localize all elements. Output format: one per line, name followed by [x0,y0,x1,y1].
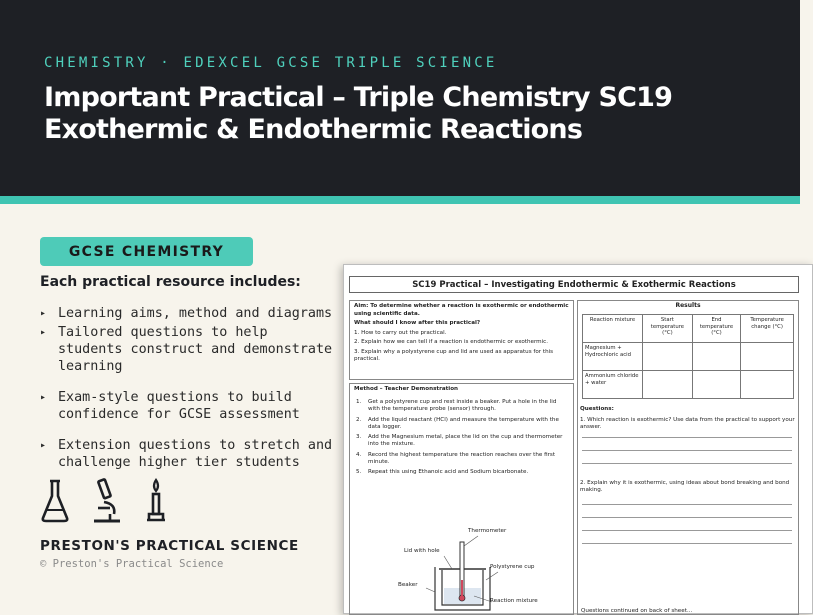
table-cell [741,371,794,399]
questions-heading: Questions: [580,406,614,412]
question-2: 2. Explain why it is exothermic, using ideas about bond breaking and bond making. [580,480,790,493]
includes-heading: Each practical resource includes: [40,274,301,290]
answer-line [582,504,792,505]
answer-line [582,543,792,544]
answer-line [582,437,792,438]
method-step: 3. Add the Magnesium metal, place the lid on the cup and thermometer into the mixture. [356,434,563,447]
column-header: Start temperature (°C) [643,315,693,343]
answer-line [582,530,792,531]
results-box [577,300,799,615]
row-label: Ammonium chloride + water [583,371,643,399]
subject-kicker: CHEMISTRY · EDEXCEL GCSE TRIPLE SCIENCE [44,55,498,71]
subject-badge: GCSE CHEMISTRY [40,237,253,266]
results-heading: Results [675,302,701,309]
label-mixture: Reaction mixture [490,598,538,604]
aim-text: Aim: To determine whether a reaction is exothermic or endothermic using scientific data. [354,303,569,317]
know-item: 3. Explain why a polystyrene cup and lid are used as apparatus for this practical. [354,348,554,362]
table-row [583,371,794,399]
title-line-2: Exothermic & Endothermic Reactions [44,114,583,145]
table-cell [692,343,740,371]
conical-flask-icon [40,478,70,524]
question-1: 1. Which reaction is exothermic? Use data from the practical to support your answer. [580,417,795,430]
worksheet-title: SC19 Practical – Investigating Endothermic & Exothermic Reactions [349,276,799,293]
label-cup: Polystyrene cup [490,564,535,570]
answer-line [582,517,792,518]
table-cell [643,371,693,399]
method-step: 5. Repeat this using Ethanoic acid and Sodium bicarbonate. [356,469,529,475]
method-box [349,383,574,615]
copyright: © Preston's Practical Science [40,558,224,570]
column-header: Temperature change (°C) [741,315,794,343]
answer-line [582,450,792,451]
results-table [582,314,794,399]
answer-line [582,463,792,464]
continued-note: Questions continued on back of sheet… [581,608,693,614]
column-header: Reaction mixture [583,315,643,343]
label-thermometer: Thermometer [468,528,507,534]
column-header: End temperature (°C) [692,315,740,343]
science-icons [40,478,168,524]
table-row [583,343,794,371]
header-banner [0,0,800,196]
title-line-1: Important Practical – Triple Chemistry SC19 [44,82,673,113]
feature-item: ▸ Extension questions to stretch and challenge higher tier students [40,437,340,471]
method-step: 1. Get a polystyrene cup and rest inside a beaker. Put a hole in the lid with the temperature probe (sensor) through. [356,399,557,412]
table-cell [692,371,740,399]
table-cell [741,343,794,371]
feature-item: ▸ Exam-style questions to build confidence for GCSE assessment [40,389,340,423]
method-step: 4. Record the highest temperature the reaction reaches over the first minute. [356,451,556,465]
bunsen-burner-icon [144,478,168,524]
questions-section [580,406,796,556]
method-steps [354,399,569,476]
feature-item: ▸ Learning aims, method and diagrams [40,305,340,322]
know-item: 2. Explain how we can tell if a reaction is endothermic or exothermic. [354,339,549,345]
feature-item: ▸ Tailored questions to help students construct and demonstrate learning [40,324,340,375]
row-label: Magnesium + Hydrochloric acid [583,343,643,371]
accent-band [0,196,800,204]
method-heading: Method – Teacher Demonstration [354,386,459,392]
microscope-icon [90,478,124,524]
know-item: 1. How to carry out the practical. [354,329,447,336]
worksheet-preview [343,264,813,614]
label-beaker: Beaker [398,582,418,588]
brand-name: PRESTON'S PRACTICAL SCIENCE [40,538,299,554]
table-cell [643,343,693,371]
aims-box [349,300,574,380]
know-heading: What should I know after this practical? [354,320,481,326]
page-title [44,82,672,146]
feature-list [40,305,340,485]
method-step: 2. Add the liquid reactant (HCl) and measure the temperature with the data logger. [356,416,559,430]
label-lid: Lid with hole [404,548,440,554]
